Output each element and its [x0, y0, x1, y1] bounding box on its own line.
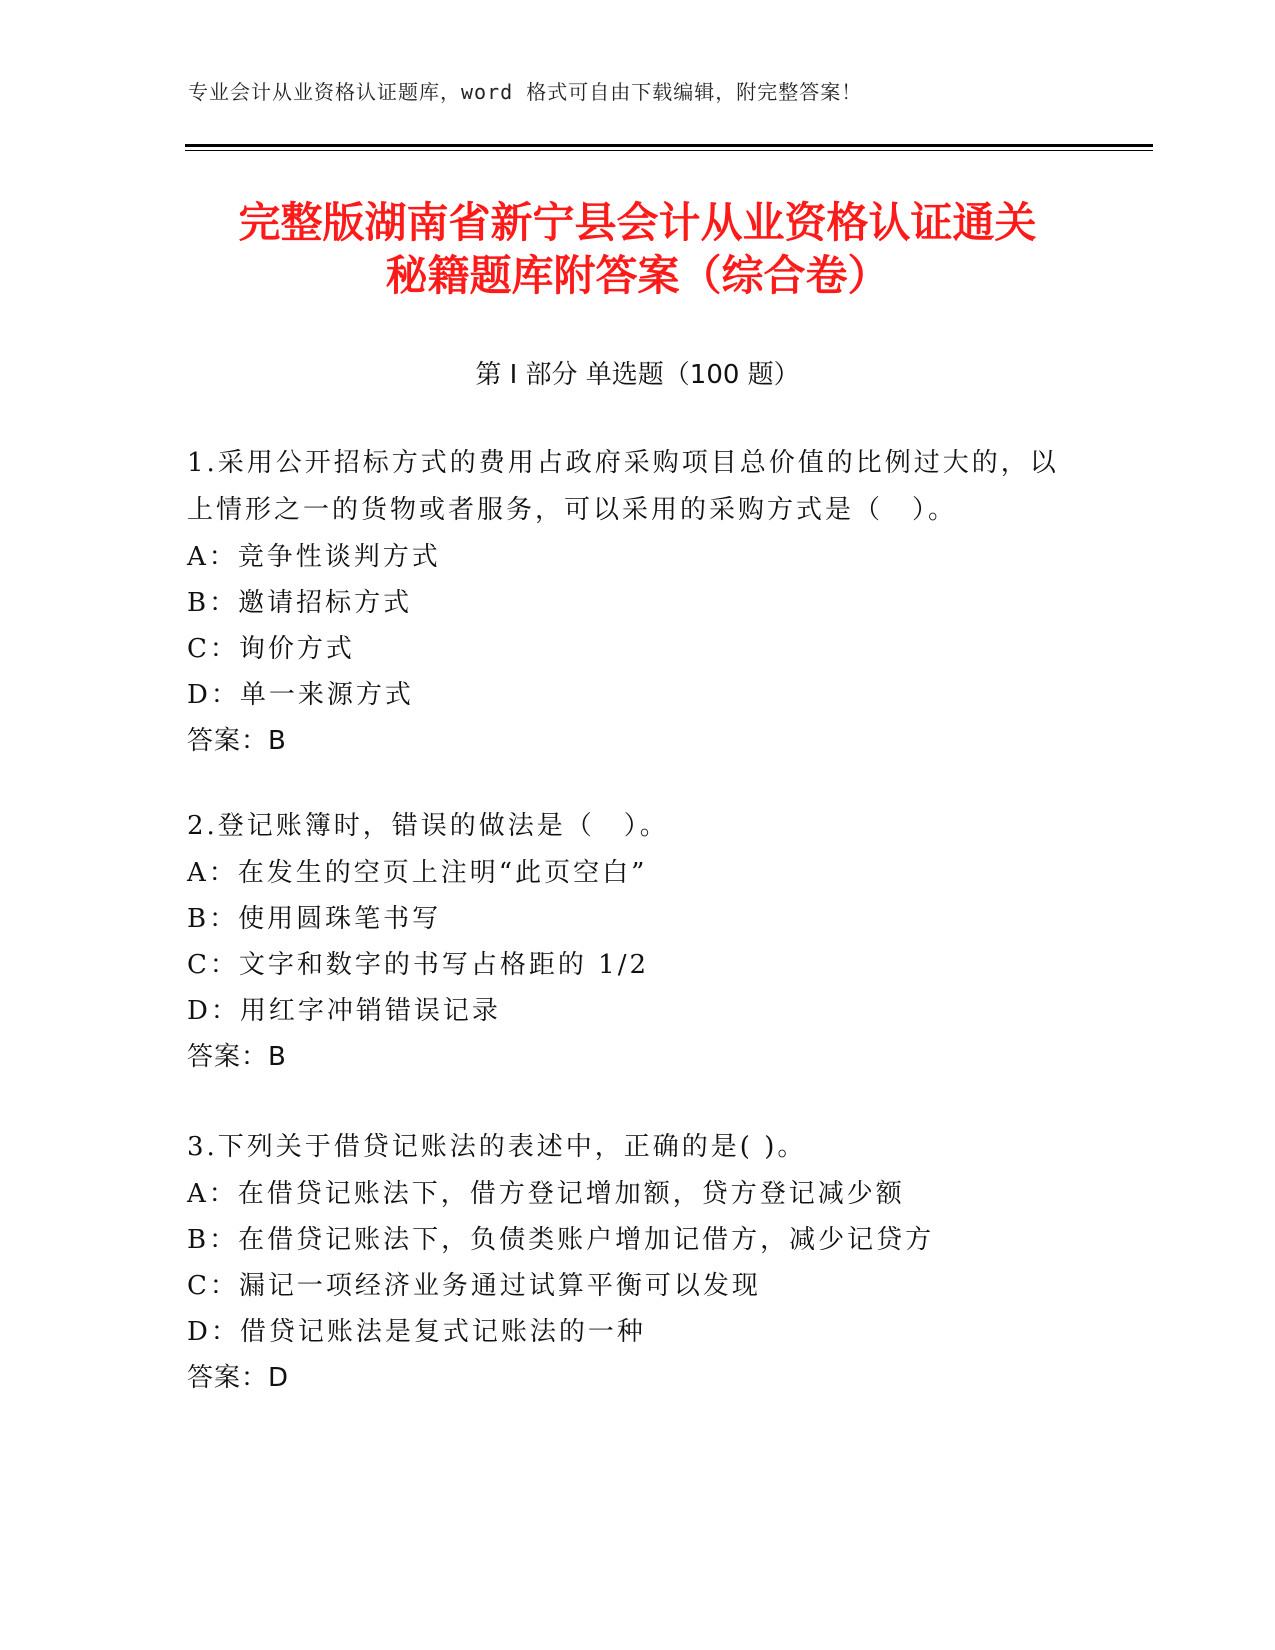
question-3 — [187, 1124, 1067, 1401]
answer: 答案：B — [187, 726, 287, 756]
header-note: 专业会计从业资格认证题库，word 格式可自由下载编辑，附完整答案！ — [188, 80, 863, 104]
section-title: 第 I 部分 单选题（100 题） — [475, 360, 800, 390]
question-stem: 1.采用公开招标方式的费用占政府采购项目总价值的比例过大的，以上情形之一的货物或者服务，可以采用的采购方式是（ ）。 — [187, 448, 1059, 525]
option-b: B：在借贷记账法下，负债类账户增加记借方，减少记贷方 — [187, 1225, 935, 1255]
answer: 答案：D — [187, 1363, 290, 1393]
question-2 — [187, 803, 1067, 1080]
option-c: C：询价方式 — [187, 634, 355, 664]
header-rule-thick — [185, 144, 1153, 147]
document-title-line-2: 秘籍题库附答案（综合卷） — [385, 251, 890, 300]
option-a: A：在借贷记账法下，借方登记增加额，贷方登记减少额 — [187, 1179, 905, 1209]
question-1 — [187, 440, 1067, 764]
header-rule-thin — [185, 150, 1153, 151]
option-c: C：漏记一项经济业务通过试算平衡可以发现 — [187, 1271, 761, 1301]
question-stem: 3.下列关于借贷记账法的表述中，正确的是( )。 — [187, 1132, 807, 1162]
option-c: C：文字和数字的书写占格距的 1/2 — [187, 950, 650, 980]
option-d: D：单一来源方式 — [187, 680, 414, 710]
option-a: A：在发生的空页上注明“此页空白” — [187, 858, 648, 888]
option-d: D：借贷记账法是复式记账法的一种 — [187, 1317, 646, 1347]
option-b: B：邀请招标方式 — [187, 588, 413, 618]
document-title — [140, 196, 1135, 302]
question-stem: 2.登记账簿时，错误的做法是（ ）。 — [187, 811, 669, 841]
option-a: A：竞争性谈判方式 — [187, 542, 441, 572]
option-b: B：使用圆珠笔书写 — [187, 904, 442, 934]
document-title-line-1: 完整版湖南省新宁县会计从业资格认证通关 — [238, 198, 1037, 247]
option-d: D：用红字冲销错误记录 — [187, 996, 501, 1026]
answer: 答案：B — [187, 1042, 287, 1072]
